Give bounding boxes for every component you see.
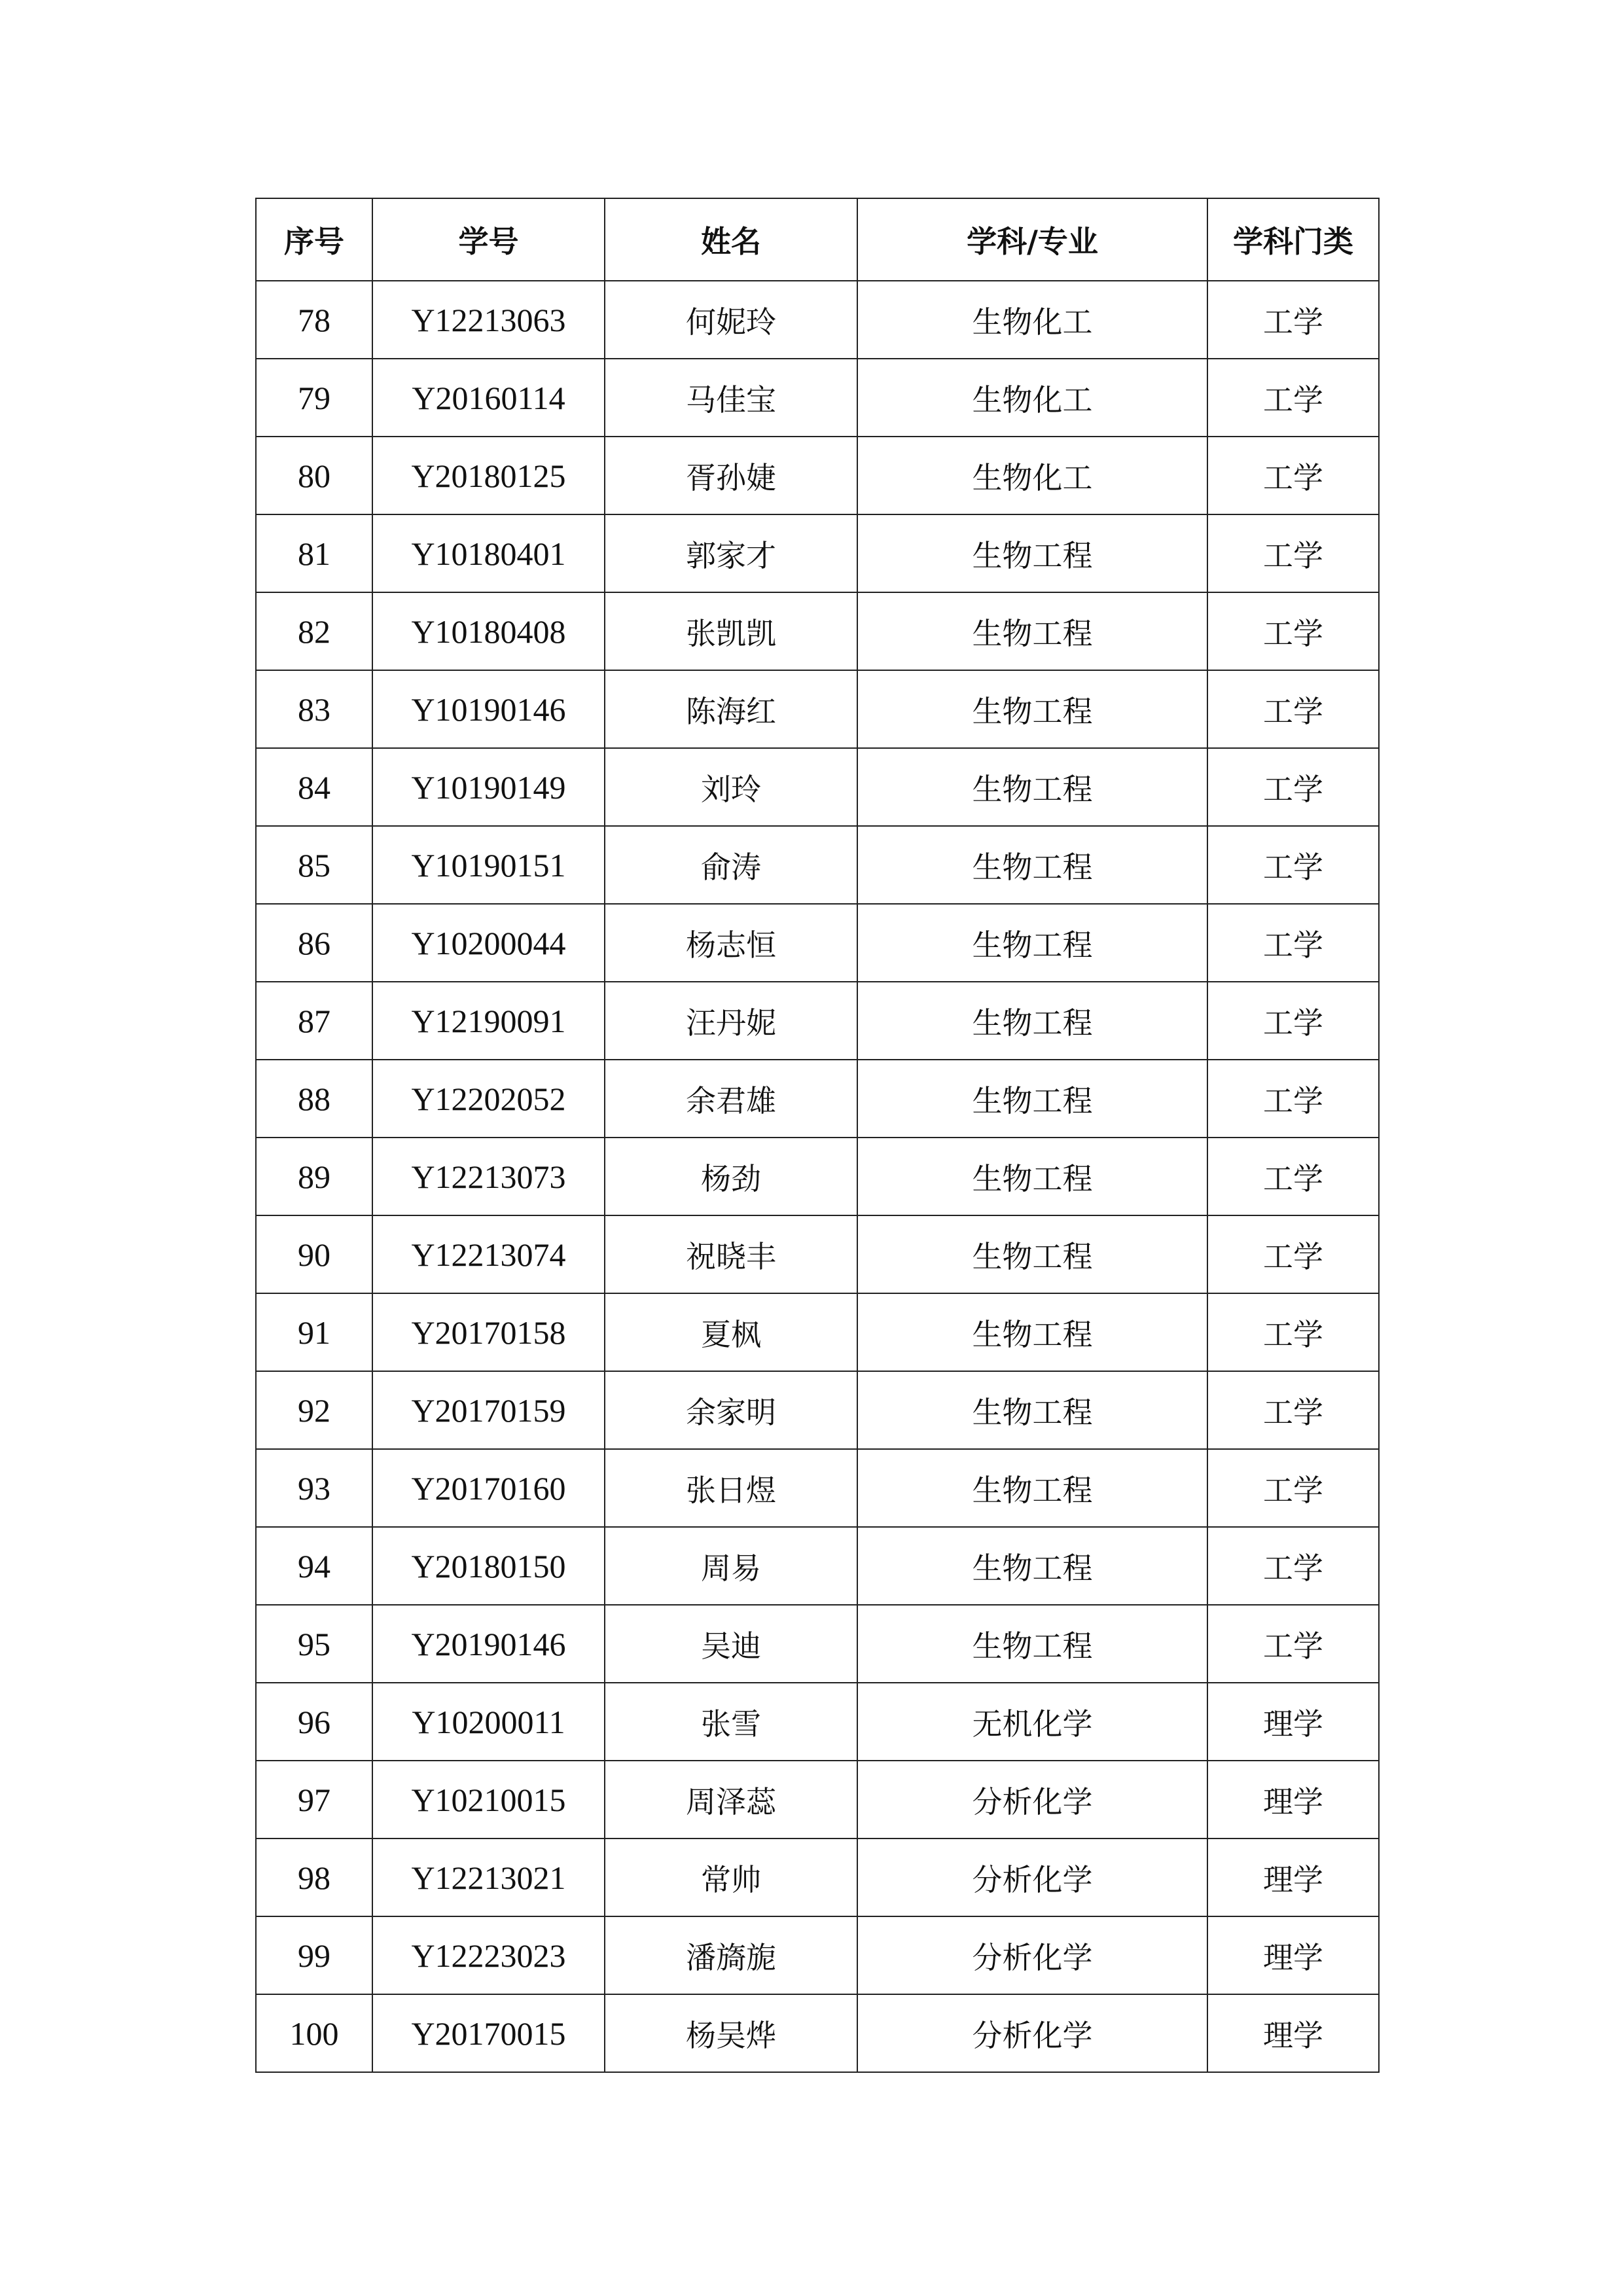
cell-serial-number: 97 bbox=[256, 1761, 372, 1839]
cell-student-id: Y10200011 bbox=[372, 1683, 605, 1761]
cell-name: 潘旖旎 bbox=[605, 1916, 857, 1994]
cell-discipline-category: 理学 bbox=[1207, 1761, 1379, 1839]
cell-discipline-major: 生物工程 bbox=[857, 1605, 1207, 1683]
cell-discipline-major: 生物工程 bbox=[857, 1060, 1207, 1138]
table-row bbox=[256, 1371, 1379, 1449]
cell-discipline-category: 工学 bbox=[1207, 904, 1379, 982]
cell-discipline-major: 生物化工 bbox=[857, 437, 1207, 514]
cell-serial-number: 81 bbox=[256, 514, 372, 592]
table-row bbox=[256, 670, 1379, 748]
cell-discipline-category: 工学 bbox=[1207, 748, 1379, 826]
cell-serial-number: 92 bbox=[256, 1371, 372, 1449]
table-row bbox=[256, 1916, 1379, 1994]
cell-discipline-major: 生物化工 bbox=[857, 281, 1207, 359]
cell-serial-number: 86 bbox=[256, 904, 372, 982]
cell-serial-number: 100 bbox=[256, 1994, 372, 2072]
cell-serial-number: 79 bbox=[256, 359, 372, 437]
cell-discipline-category: 理学 bbox=[1207, 1916, 1379, 1994]
header-name: 姓名 bbox=[605, 198, 857, 281]
cell-name: 张雪 bbox=[605, 1683, 857, 1761]
cell-discipline-major: 生物工程 bbox=[857, 514, 1207, 592]
table-row bbox=[256, 826, 1379, 904]
cell-discipline-category: 工学 bbox=[1207, 1293, 1379, 1371]
header-discipline-major: 学科/专业 bbox=[857, 198, 1207, 281]
cell-student-id: Y12213073 bbox=[372, 1138, 605, 1215]
cell-discipline-major: 生物工程 bbox=[857, 592, 1207, 670]
table-row bbox=[256, 1215, 1379, 1293]
cell-discipline-category: 工学 bbox=[1207, 1060, 1379, 1138]
student-roster-table bbox=[255, 198, 1380, 2073]
table-row bbox=[256, 437, 1379, 514]
cell-student-id: Y10180408 bbox=[372, 592, 605, 670]
cell-serial-number: 88 bbox=[256, 1060, 372, 1138]
cell-name: 胥孙婕 bbox=[605, 437, 857, 514]
cell-discipline-category: 工学 bbox=[1207, 982, 1379, 1060]
cell-discipline-major: 生物工程 bbox=[857, 904, 1207, 982]
cell-student-id: Y10190151 bbox=[372, 826, 605, 904]
table-row bbox=[256, 1527, 1379, 1605]
cell-student-id: Y12223023 bbox=[372, 1916, 605, 1994]
cell-name: 陈海红 bbox=[605, 670, 857, 748]
cell-discipline-major: 生物工程 bbox=[857, 1371, 1207, 1449]
cell-student-id: Y10190149 bbox=[372, 748, 605, 826]
cell-name: 俞涛 bbox=[605, 826, 857, 904]
cell-student-id: Y12202052 bbox=[372, 1060, 605, 1138]
cell-discipline-major: 无机化学 bbox=[857, 1683, 1207, 1761]
cell-name: 杨吴烨 bbox=[605, 1994, 857, 2072]
cell-student-id: Y20160114 bbox=[372, 359, 605, 437]
table-row bbox=[256, 281, 1379, 359]
cell-name: 周易 bbox=[605, 1527, 857, 1605]
cell-discipline-category: 工学 bbox=[1207, 359, 1379, 437]
cell-discipline-category: 理学 bbox=[1207, 1994, 1379, 2072]
cell-student-id: Y20170015 bbox=[372, 1994, 605, 2072]
cell-serial-number: 78 bbox=[256, 281, 372, 359]
cell-student-id: Y10210015 bbox=[372, 1761, 605, 1839]
cell-discipline-major: 生物工程 bbox=[857, 826, 1207, 904]
table-row bbox=[256, 1293, 1379, 1371]
cell-discipline-major: 分析化学 bbox=[857, 1994, 1207, 2072]
cell-discipline-category: 工学 bbox=[1207, 1138, 1379, 1215]
table-row bbox=[256, 1683, 1379, 1761]
cell-discipline-major: 生物工程 bbox=[857, 1527, 1207, 1605]
cell-name: 郭家才 bbox=[605, 514, 857, 592]
cell-discipline-major: 生物工程 bbox=[857, 1215, 1207, 1293]
table-row bbox=[256, 904, 1379, 982]
cell-name: 杨志恒 bbox=[605, 904, 857, 982]
cell-serial-number: 90 bbox=[256, 1215, 372, 1293]
table-header-row bbox=[256, 198, 1379, 281]
cell-discipline-major: 生物工程 bbox=[857, 1449, 1207, 1527]
cell-student-id: Y20170159 bbox=[372, 1371, 605, 1449]
cell-name: 余君雄 bbox=[605, 1060, 857, 1138]
cell-serial-number: 87 bbox=[256, 982, 372, 1060]
header-serial-number: 序号 bbox=[256, 198, 372, 281]
table-row bbox=[256, 982, 1379, 1060]
cell-discipline-category: 理学 bbox=[1207, 1839, 1379, 1916]
cell-discipline-category: 工学 bbox=[1207, 1215, 1379, 1293]
cell-student-id: Y20170158 bbox=[372, 1293, 605, 1371]
table-row bbox=[256, 1839, 1379, 1916]
cell-discipline-major: 分析化学 bbox=[857, 1761, 1207, 1839]
cell-student-id: Y10190146 bbox=[372, 670, 605, 748]
cell-name: 夏枫 bbox=[605, 1293, 857, 1371]
table-row bbox=[256, 592, 1379, 670]
cell-name: 周泽蕊 bbox=[605, 1761, 857, 1839]
cell-discipline-major: 生物工程 bbox=[857, 1138, 1207, 1215]
cell-discipline-major: 生物工程 bbox=[857, 670, 1207, 748]
cell-name: 吴迪 bbox=[605, 1605, 857, 1683]
cell-serial-number: 99 bbox=[256, 1916, 372, 1994]
table-row bbox=[256, 1994, 1379, 2072]
table-row bbox=[256, 1138, 1379, 1215]
cell-discipline-category: 工学 bbox=[1207, 592, 1379, 670]
cell-student-id: Y10200044 bbox=[372, 904, 605, 982]
cell-name: 马佳宝 bbox=[605, 359, 857, 437]
cell-discipline-category: 工学 bbox=[1207, 826, 1379, 904]
cell-discipline-category: 工学 bbox=[1207, 1449, 1379, 1527]
cell-name: 张日煜 bbox=[605, 1449, 857, 1527]
table-body bbox=[256, 281, 1379, 2072]
cell-discipline-category: 工学 bbox=[1207, 1527, 1379, 1605]
cell-serial-number: 80 bbox=[256, 437, 372, 514]
cell-name: 余家明 bbox=[605, 1371, 857, 1449]
cell-student-id: Y12190091 bbox=[372, 982, 605, 1060]
cell-student-id: Y20170160 bbox=[372, 1449, 605, 1527]
cell-discipline-major: 生物工程 bbox=[857, 748, 1207, 826]
cell-name: 张凯凯 bbox=[605, 592, 857, 670]
cell-serial-number: 83 bbox=[256, 670, 372, 748]
cell-discipline-category: 工学 bbox=[1207, 1371, 1379, 1449]
table-row bbox=[256, 1060, 1379, 1138]
table-row bbox=[256, 1761, 1379, 1839]
table-row bbox=[256, 1605, 1379, 1683]
cell-discipline-category: 理学 bbox=[1207, 1683, 1379, 1761]
cell-serial-number: 91 bbox=[256, 1293, 372, 1371]
table-row bbox=[256, 514, 1379, 592]
cell-serial-number: 95 bbox=[256, 1605, 372, 1683]
cell-serial-number: 98 bbox=[256, 1839, 372, 1916]
cell-name: 祝晓丰 bbox=[605, 1215, 857, 1293]
cell-discipline-category: 工学 bbox=[1207, 1605, 1379, 1683]
cell-serial-number: 84 bbox=[256, 748, 372, 826]
cell-serial-number: 82 bbox=[256, 592, 372, 670]
cell-name: 汪丹妮 bbox=[605, 982, 857, 1060]
cell-student-id: Y12213063 bbox=[372, 281, 605, 359]
cell-discipline-major: 生物工程 bbox=[857, 982, 1207, 1060]
cell-student-id: Y20190146 bbox=[372, 1605, 605, 1683]
cell-serial-number: 93 bbox=[256, 1449, 372, 1527]
cell-name: 刘玲 bbox=[605, 748, 857, 826]
cell-student-id: Y20180125 bbox=[372, 437, 605, 514]
cell-serial-number: 89 bbox=[256, 1138, 372, 1215]
header-discipline-category: 学科门类 bbox=[1207, 198, 1379, 281]
cell-student-id: Y20180150 bbox=[372, 1527, 605, 1605]
cell-discipline-category: 工学 bbox=[1207, 437, 1379, 514]
cell-discipline-major: 生物化工 bbox=[857, 359, 1207, 437]
table-row bbox=[256, 748, 1379, 826]
cell-discipline-major: 分析化学 bbox=[857, 1839, 1207, 1916]
cell-discipline-category: 工学 bbox=[1207, 281, 1379, 359]
cell-serial-number: 94 bbox=[256, 1527, 372, 1605]
cell-student-id: Y10180401 bbox=[372, 514, 605, 592]
cell-discipline-category: 工学 bbox=[1207, 670, 1379, 748]
cell-student-id: Y12213074 bbox=[372, 1215, 605, 1293]
header-student-id: 学号 bbox=[372, 198, 605, 281]
table-row bbox=[256, 359, 1379, 437]
cell-discipline-category: 工学 bbox=[1207, 514, 1379, 592]
cell-discipline-major: 分析化学 bbox=[857, 1916, 1207, 1994]
cell-serial-number: 96 bbox=[256, 1683, 372, 1761]
cell-discipline-major: 生物工程 bbox=[857, 1293, 1207, 1371]
cell-student-id: Y12213021 bbox=[372, 1839, 605, 1916]
table-row bbox=[256, 1449, 1379, 1527]
cell-serial-number: 85 bbox=[256, 826, 372, 904]
cell-name: 杨劲 bbox=[605, 1138, 857, 1215]
cell-name: 常帅 bbox=[605, 1839, 857, 1916]
cell-name: 何妮玲 bbox=[605, 281, 857, 359]
